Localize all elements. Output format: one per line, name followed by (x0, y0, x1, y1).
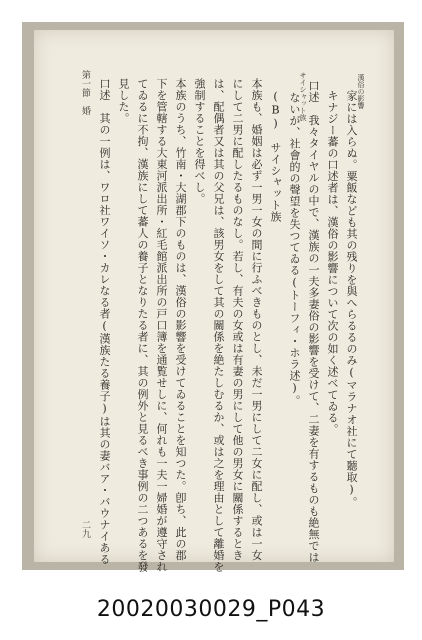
book-page (34, 30, 394, 573)
text-column-7: にして二男に配したるものなし。若し、有夫の女或は有妻の男にして他の男女に關係するとき (231, 78, 244, 561)
text-column-9: 強制することを得べし。 (193, 78, 206, 205)
section-heading: (B) サイシャット族 (269, 90, 282, 223)
text-column-6: 本族も、婚姻は必ず一男一女の間に行ふべきものとし、未だ一男にして二女に配し、或は一女 (250, 78, 263, 561)
text-column-12: てゐるに不拘、漢族にして蕃人の養子となりたる者に、其の例外と見るべき事例の二つあるを發 (136, 78, 149, 573)
text-column-11: 下を管轄する大東河派出所・紅毛館派出所の戸口簿を通覧せしに、何れも一夫一婦婚が遵守され (155, 78, 168, 573)
running-head: 第一節 婚 (80, 70, 90, 115)
margin-note-influence: 漢俗の影響 (357, 74, 365, 109)
text-column-14: 口述 其の一例は、ワロ社ワイソ・カレなる者(漢族たる養子)は其の妻バア・バウナイある (98, 78, 111, 565)
margin-note-saisiyat: サイシャット族 (299, 72, 307, 121)
page-number: 二九 (80, 520, 90, 538)
text-column-8: は、配偶者又は其の父兄は、該男女をして其の關係を絶たしむるか、或は之を理由として離婚を (212, 78, 225, 573)
text-column-3: 口述 我々タイヤルの中で、漢族の一夫多妻俗の影響を受けて、二妻を有するものも絶無では (307, 80, 320, 563)
text-column-4: ないが、社會的の聲望を失つてゐる(トーフィ・ホラ述)。 (288, 92, 301, 407)
text-column-1: 家には入らぬ。粟飯なども其の残りを與へらるるのみ(マラナオ社にて聽取)。 (345, 90, 358, 508)
text-column-10: 本族のうち、竹南・大湖郡下のものは、漢俗の影響を受けてゐることを知つた。卽ち、此の郡 (174, 78, 187, 561)
text-column-13: 見した。 (117, 78, 130, 124)
text-column-2: キナジー蕃の口述者は、漢俗の影響について次の如く述べてゐる。 (326, 90, 339, 435)
image-caption: 20020030029_P043 (96, 597, 326, 622)
